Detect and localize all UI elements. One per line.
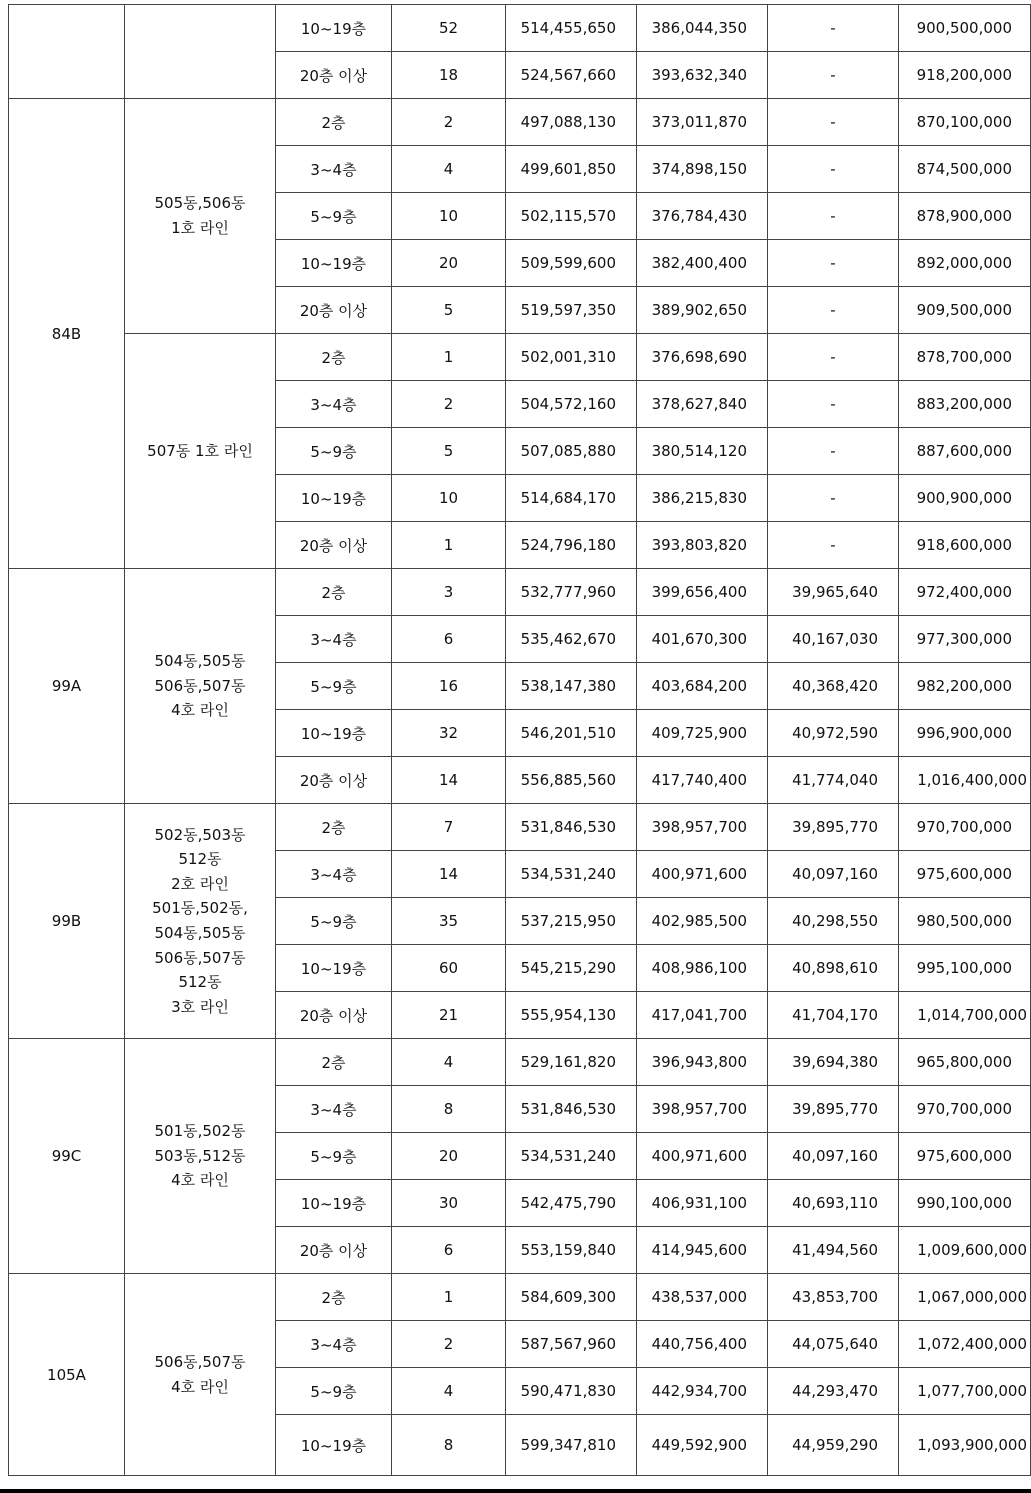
unit-count-cell: 2: [392, 1321, 506, 1368]
total-price-cell: 909,500,000: [899, 287, 1031, 334]
unit-count-cell: 6: [392, 616, 506, 663]
total-price-cell: 883,200,000: [899, 381, 1031, 428]
land-price-cell: 502,115,570: [506, 193, 637, 240]
floor-cell: 10~19층: [276, 945, 392, 992]
unit-count-cell: 14: [392, 851, 506, 898]
building-price-cell: 386,044,350: [637, 5, 768, 52]
total-price-cell: 990,100,000: [899, 1180, 1031, 1227]
vat-cell: 40,097,160: [768, 1133, 899, 1180]
unit-count-cell: 4: [392, 146, 506, 193]
building-price-cell: 414,945,600: [637, 1227, 768, 1274]
building-price-cell: 378,627,840: [637, 381, 768, 428]
total-price-cell: 870,100,000: [899, 99, 1031, 146]
total-price-cell: 982,200,000: [899, 663, 1031, 710]
total-price-cell: 918,200,000: [899, 52, 1031, 99]
floor-cell: 2층: [276, 569, 392, 616]
building-price-cell: 400,971,600: [637, 851, 768, 898]
vat-cell: -: [768, 5, 899, 52]
vat-cell: -: [768, 52, 899, 99]
building-line-cell: 501동,502동 503동,512동 4호 라인: [125, 1039, 276, 1274]
total-price-cell: 972,400,000: [899, 569, 1031, 616]
building-line-cell: 506동,507동 4호 라인: [125, 1274, 276, 1476]
floor-cell: 2층: [276, 334, 392, 381]
land-price-cell: 532,777,960: [506, 569, 637, 616]
floor-cell: 20층 이상: [276, 992, 392, 1039]
land-price-cell: 519,597,350: [506, 287, 637, 334]
floor-cell: 3~4층: [276, 1321, 392, 1368]
floor-cell: 5~9층: [276, 428, 392, 475]
unit-count-cell: 1: [392, 334, 506, 381]
unit-count-cell: 30: [392, 1180, 506, 1227]
table-row: [9, 99, 1031, 146]
floor-cell: 5~9층: [276, 193, 392, 240]
building-price-cell: 438,537,000: [637, 1274, 768, 1321]
building-line-cell: 507동 1호 라인: [125, 334, 276, 569]
total-price-cell: 996,900,000: [899, 710, 1031, 757]
unit-count-cell: 7: [392, 804, 506, 851]
unit-count-cell: 8: [392, 1086, 506, 1133]
vat-cell: 39,895,770: [768, 1086, 899, 1133]
unit-count-cell: 14: [392, 757, 506, 804]
vat-cell: -: [768, 334, 899, 381]
unit-count-cell: 32: [392, 710, 506, 757]
land-price-cell: 502,001,310: [506, 334, 637, 381]
land-price-cell: 545,215,290: [506, 945, 637, 992]
land-price-cell: 535,462,670: [506, 616, 637, 663]
total-price-cell: 900,900,000: [899, 475, 1031, 522]
vat-cell: 43,853,700: [768, 1274, 899, 1321]
vat-cell: 40,368,420: [768, 663, 899, 710]
land-price-cell: 504,572,160: [506, 381, 637, 428]
land-price-cell: 584,609,300: [506, 1274, 637, 1321]
vat-cell: -: [768, 193, 899, 240]
table-row: [9, 1274, 1031, 1321]
land-price-cell: 529,161,820: [506, 1039, 637, 1086]
building-price-cell: 400,971,600: [637, 1133, 768, 1180]
building-price-cell: 380,514,120: [637, 428, 768, 475]
building-price-cell: 382,400,400: [637, 240, 768, 287]
building-price-cell: 398,957,700: [637, 1086, 768, 1133]
vat-cell: 44,293,470: [768, 1368, 899, 1415]
vat-cell: -: [768, 428, 899, 475]
floor-cell: 20층 이상: [276, 522, 392, 569]
unit-count-cell: 2: [392, 99, 506, 146]
building-price-cell: 402,985,500: [637, 898, 768, 945]
building-price-cell: 403,684,200: [637, 663, 768, 710]
unit-count-cell: 6: [392, 1227, 506, 1274]
building-price-cell: 449,592,900: [637, 1415, 768, 1476]
building-price-cell: 442,934,700: [637, 1368, 768, 1415]
price-table: [8, 4, 1031, 1476]
floor-cell: 5~9층: [276, 663, 392, 710]
vat-cell: 40,097,160: [768, 851, 899, 898]
total-price-cell: 892,000,000: [899, 240, 1031, 287]
table-row: [9, 1039, 1031, 1086]
building-price-cell: 393,803,820: [637, 522, 768, 569]
floor-cell: 10~19층: [276, 710, 392, 757]
building-price-cell: 396,943,800: [637, 1039, 768, 1086]
floor-cell: 10~19층: [276, 475, 392, 522]
unit-count-cell: 10: [392, 193, 506, 240]
floor-cell: 10~19층: [276, 1415, 392, 1476]
floor-cell: 20층 이상: [276, 52, 392, 99]
table-row: [9, 569, 1031, 616]
unit-count-cell: 5: [392, 287, 506, 334]
land-price-cell: 497,088,130: [506, 99, 637, 146]
total-price-cell: 1,014,700,000: [899, 992, 1031, 1039]
land-price-cell: 534,531,240: [506, 851, 637, 898]
unit-count-cell: 21: [392, 992, 506, 1039]
floor-cell: 20층 이상: [276, 287, 392, 334]
unit-count-cell: 35: [392, 898, 506, 945]
floor-cell: 2층: [276, 1039, 392, 1086]
floor-cell: 10~19층: [276, 5, 392, 52]
unit-type-cell: 84B: [9, 99, 125, 569]
vat-cell: -: [768, 381, 899, 428]
total-price-cell: 1,016,400,000: [899, 757, 1031, 804]
total-price-cell: 874,500,000: [899, 146, 1031, 193]
land-price-cell: 590,471,830: [506, 1368, 637, 1415]
vat-cell: 39,965,640: [768, 569, 899, 616]
land-price-cell: 507,085,880: [506, 428, 637, 475]
building-price-cell: 401,670,300: [637, 616, 768, 663]
floor-cell: 3~4층: [276, 146, 392, 193]
land-price-cell: 524,796,180: [506, 522, 637, 569]
total-price-cell: 918,600,000: [899, 522, 1031, 569]
building-line-cell: [125, 5, 276, 99]
unit-count-cell: 5: [392, 428, 506, 475]
floor-cell: 10~19층: [276, 240, 392, 287]
total-price-cell: 1,009,600,000: [899, 1227, 1031, 1274]
total-price-cell: 1,077,700,000: [899, 1368, 1031, 1415]
unit-type-cell: 105A: [9, 1274, 125, 1476]
total-price-cell: 977,300,000: [899, 616, 1031, 663]
floor-cell: 3~4층: [276, 851, 392, 898]
vat-cell: -: [768, 475, 899, 522]
building-price-cell: 440,756,400: [637, 1321, 768, 1368]
land-price-cell: 587,567,960: [506, 1321, 637, 1368]
land-price-cell: 509,599,600: [506, 240, 637, 287]
vat-cell: 40,898,610: [768, 945, 899, 992]
unit-count-cell: 20: [392, 240, 506, 287]
floor-cell: 2층: [276, 804, 392, 851]
unit-count-cell: 60: [392, 945, 506, 992]
building-price-cell: 417,041,700: [637, 992, 768, 1039]
total-price-cell: 887,600,000: [899, 428, 1031, 475]
vat-cell: 40,167,030: [768, 616, 899, 663]
land-price-cell: 538,147,380: [506, 663, 637, 710]
building-price-cell: 417,740,400: [637, 757, 768, 804]
building-price-cell: 374,898,150: [637, 146, 768, 193]
vat-cell: -: [768, 522, 899, 569]
price-table-body: [9, 5, 1031, 1476]
unit-count-cell: 2: [392, 381, 506, 428]
total-price-cell: 980,500,000: [899, 898, 1031, 945]
land-price-cell: 553,159,840: [506, 1227, 637, 1274]
unit-type-cell: 99A: [9, 569, 125, 804]
total-price-cell: 970,700,000: [899, 1086, 1031, 1133]
bottom-rule: [0, 1489, 1031, 1493]
floor-cell: 20층 이상: [276, 1227, 392, 1274]
vat-cell: 44,959,290: [768, 1415, 899, 1476]
total-price-cell: 878,700,000: [899, 334, 1031, 381]
floor-cell: 5~9층: [276, 1133, 392, 1180]
unit-count-cell: 18: [392, 52, 506, 99]
land-price-cell: 556,885,560: [506, 757, 637, 804]
building-line-cell: 502동,503동 512동 2호 라인 501동,502동, 504동,505동 506동,507동 512동 3호 라인: [125, 804, 276, 1039]
unit-count-cell: 4: [392, 1039, 506, 1086]
building-price-cell: 389,902,650: [637, 287, 768, 334]
unit-count-cell: 16: [392, 663, 506, 710]
building-price-cell: 386,215,830: [637, 475, 768, 522]
building-line-cell: 505동,506동 1호 라인: [125, 99, 276, 334]
vat-cell: 39,895,770: [768, 804, 899, 851]
unit-count-cell: 1: [392, 522, 506, 569]
building-price-cell: 398,957,700: [637, 804, 768, 851]
vat-cell: 40,693,110: [768, 1180, 899, 1227]
building-price-cell: 376,698,690: [637, 334, 768, 381]
vat-cell: 40,298,550: [768, 898, 899, 945]
land-price-cell: 534,531,240: [506, 1133, 637, 1180]
vat-cell: -: [768, 146, 899, 193]
vat-cell: -: [768, 287, 899, 334]
total-price-cell: 970,700,000: [899, 804, 1031, 851]
vat-cell: 41,704,170: [768, 992, 899, 1039]
vat-cell: 41,774,040: [768, 757, 899, 804]
land-price-cell: 555,954,130: [506, 992, 637, 1039]
vat-cell: -: [768, 240, 899, 287]
building-price-cell: 376,784,430: [637, 193, 768, 240]
building-price-cell: 406,931,100: [637, 1180, 768, 1227]
vat-cell: 39,694,380: [768, 1039, 899, 1086]
unit-count-cell: 1: [392, 1274, 506, 1321]
building-price-cell: 409,725,900: [637, 710, 768, 757]
total-price-cell: 995,100,000: [899, 945, 1031, 992]
land-price-cell: 599,347,810: [506, 1415, 637, 1476]
total-price-cell: 975,600,000: [899, 851, 1031, 898]
floor-cell: 3~4층: [276, 381, 392, 428]
building-price-cell: 399,656,400: [637, 569, 768, 616]
land-price-cell: 514,455,650: [506, 5, 637, 52]
building-price-cell: 408,986,100: [637, 945, 768, 992]
unit-type-cell: 99C: [9, 1039, 125, 1274]
land-price-cell: 514,684,170: [506, 475, 637, 522]
floor-cell: 2층: [276, 99, 392, 146]
land-price-cell: 542,475,790: [506, 1180, 637, 1227]
total-price-cell: 1,093,900,000: [899, 1415, 1031, 1476]
land-price-cell: 546,201,510: [506, 710, 637, 757]
building-price-cell: 373,011,870: [637, 99, 768, 146]
unit-count-cell: 10: [392, 475, 506, 522]
unit-type-cell: 99B: [9, 804, 125, 1039]
unit-count-cell: 4: [392, 1368, 506, 1415]
table-row: [9, 804, 1031, 851]
total-price-cell: 975,600,000: [899, 1133, 1031, 1180]
land-price-cell: 537,215,950: [506, 898, 637, 945]
floor-cell: 20층 이상: [276, 757, 392, 804]
unit-count-cell: 3: [392, 569, 506, 616]
total-price-cell: 900,500,000: [899, 5, 1031, 52]
unit-count-cell: 8: [392, 1415, 506, 1476]
vat-cell: -: [768, 99, 899, 146]
floor-cell: 10~19층: [276, 1180, 392, 1227]
unit-count-cell: 20: [392, 1133, 506, 1180]
floor-cell: 3~4층: [276, 1086, 392, 1133]
land-price-cell: 531,846,530: [506, 804, 637, 851]
floor-cell: 5~9층: [276, 898, 392, 945]
land-price-cell: 499,601,850: [506, 146, 637, 193]
floor-cell: 5~9층: [276, 1368, 392, 1415]
total-price-cell: 965,800,000: [899, 1039, 1031, 1086]
building-line-cell: 504동,505동 506동,507동 4호 라인: [125, 569, 276, 804]
land-price-cell: 531,846,530: [506, 1086, 637, 1133]
building-price-cell: 393,632,340: [637, 52, 768, 99]
floor-cell: 2층: [276, 1274, 392, 1321]
table-row: [9, 334, 1031, 381]
total-price-cell: 1,072,400,000: [899, 1321, 1031, 1368]
total-price-cell: 878,900,000: [899, 193, 1031, 240]
total-price-cell: 1,067,000,000: [899, 1274, 1031, 1321]
unit-type-cell: [9, 5, 125, 99]
vat-cell: 40,972,590: [768, 710, 899, 757]
vat-cell: 41,494,560: [768, 1227, 899, 1274]
vat-cell: 44,075,640: [768, 1321, 899, 1368]
floor-cell: 3~4층: [276, 616, 392, 663]
table-row: [9, 5, 1031, 52]
land-price-cell: 524,567,660: [506, 52, 637, 99]
unit-count-cell: 52: [392, 5, 506, 52]
